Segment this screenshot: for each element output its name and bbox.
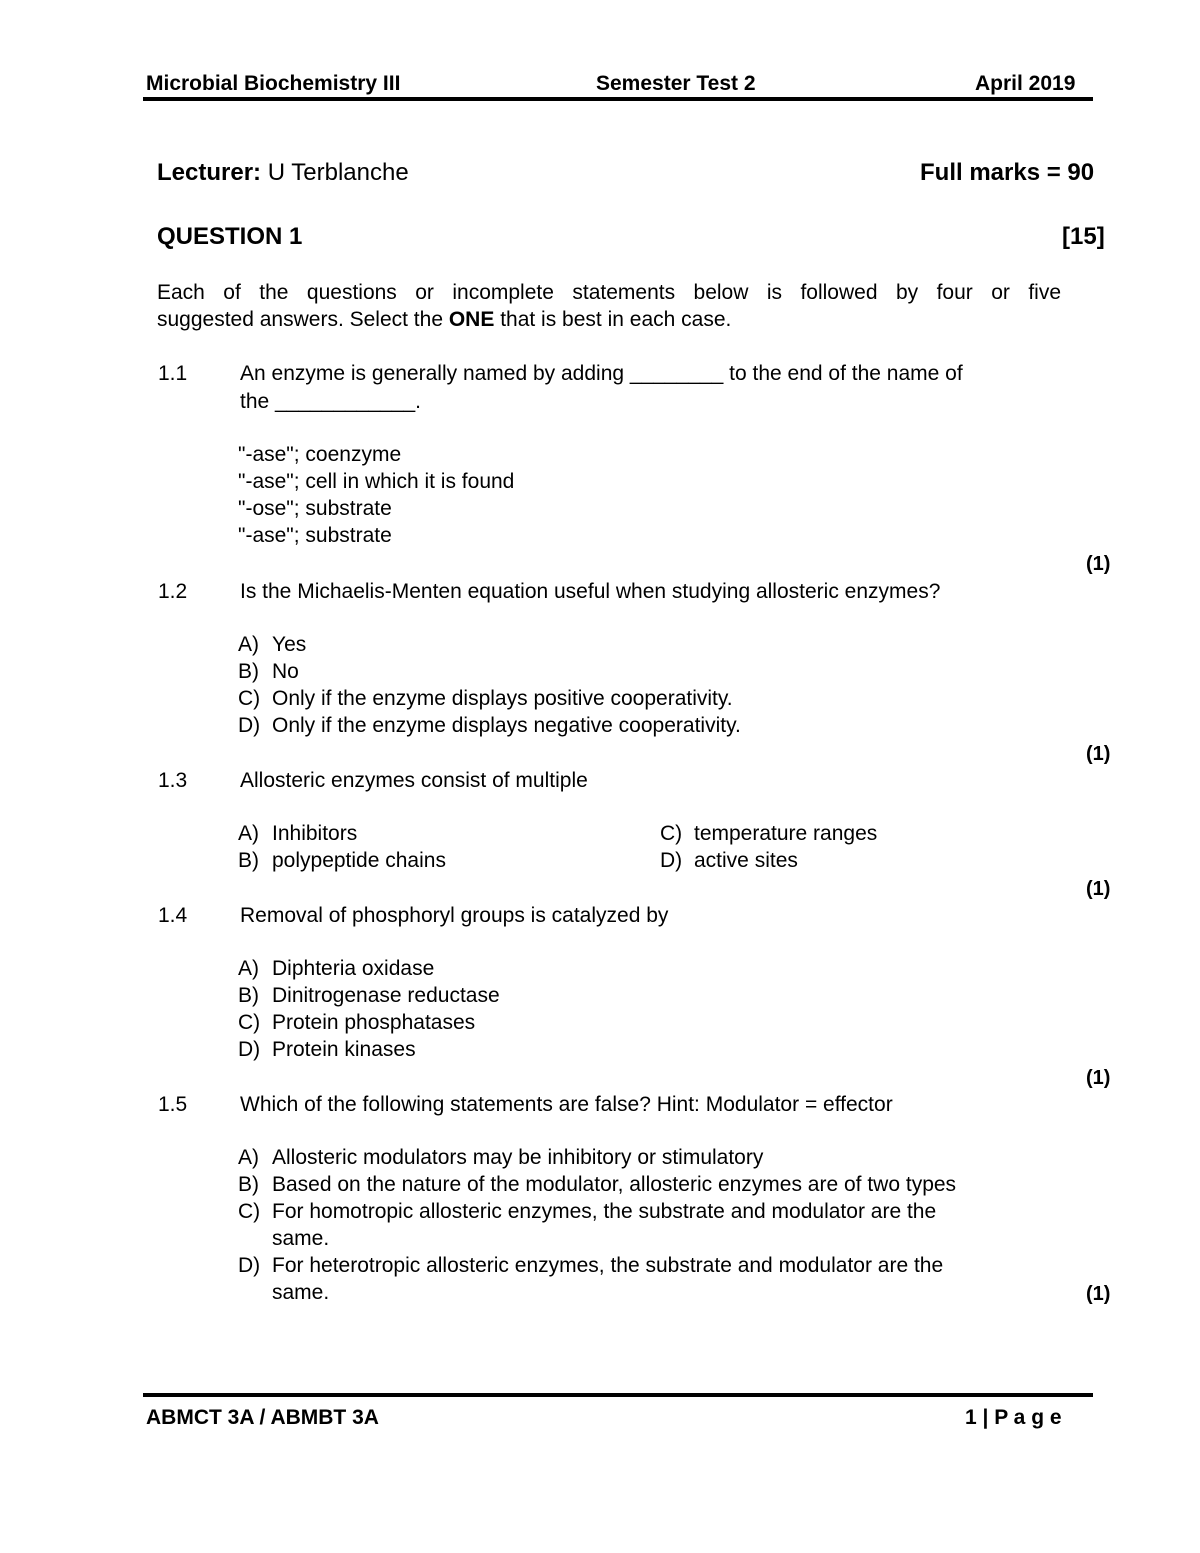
q4-text: Removal of phosphoryl groups is catalyzed by	[240, 904, 669, 927]
q5-text: Which of the following statements are false? Hint: Modulator = effector	[240, 1093, 893, 1116]
q4-option-c: C) Protein phosphatases	[238, 1011, 476, 1034]
q5-mark: (1)	[1086, 1283, 1111, 1305]
test-date: April 2019	[975, 72, 1076, 95]
q2-mark: (1)	[1086, 743, 1111, 765]
q5-option-c: C) For homotropic allosteric enzymes, the substrate and modulator are the	[238, 1200, 937, 1223]
header-rule	[143, 97, 1093, 101]
q4-number: 1.4	[158, 904, 188, 927]
q1-text-line-1: An enzyme is generally named by adding ________ to the end of the name of	[240, 362, 963, 385]
q1-option-a: "-ase"; coenzyme	[238, 443, 402, 466]
q3-number: 1.3	[158, 769, 188, 792]
question-title: QUESTION 1	[157, 223, 303, 250]
q3-mark: (1)	[1086, 878, 1111, 900]
q5-option-c-continued: same.	[272, 1227, 330, 1250]
q5-option-d-continued: same.	[272, 1281, 330, 1304]
course-code: ABMCT 3A / ABMBT 3A	[146, 1406, 379, 1429]
instruction-line-1: Each of the questions or incomplete statements below is followed by four or five	[157, 281, 1061, 304]
q4-option-d: D) Protein kinases	[238, 1038, 416, 1061]
footer-rule	[143, 1393, 1093, 1397]
page-number: 1 | P a g e	[965, 1406, 1062, 1429]
q3-text: Allosteric enzymes consist of multiple	[240, 769, 588, 792]
q1-mark: (1)	[1086, 553, 1111, 575]
question-total: [15]	[1062, 223, 1105, 250]
test-title: Semester Test 2	[596, 72, 756, 95]
q1-option-b: "-ase"; cell in which it is found	[238, 470, 515, 493]
q2-option-d: D) Only if the enzyme displays negative cooperativity.	[238, 714, 741, 737]
course-title: Microbial Biochemistry III	[146, 72, 401, 95]
q2-option-c: C) Only if the enzyme displays positive cooperativity.	[238, 687, 733, 710]
instruction-line-2: suggested answers. Select the ONE that is best in each case.	[157, 308, 732, 331]
q4-option-a: A) Diphteria oxidase	[238, 957, 435, 980]
q1-number: 1.1	[158, 362, 188, 385]
q3-option-c: C) temperature ranges	[660, 822, 878, 845]
q5-option-a: A) Allosteric modulators may be inhibitory or stimulatory	[238, 1146, 764, 1169]
q2-option-a: A) Yes	[238, 633, 307, 656]
full-marks: Full marks = 90	[920, 159, 1095, 186]
q1-option-d: "-ase"; substrate	[238, 524, 392, 547]
q4-mark: (1)	[1086, 1067, 1111, 1089]
q3-option-d: D) active sites	[660, 849, 798, 872]
q1-option-c: "-ose"; substrate	[238, 497, 392, 520]
q2-text: Is the Michaelis-Menten equation useful when studying allosteric enzymes?	[240, 580, 941, 603]
q4-option-b: B) Dinitrogenase reductase	[238, 984, 500, 1007]
lecturer-line: Lecturer: U Terblanche	[157, 159, 409, 186]
q3-option-a: A) Inhibitors	[238, 822, 358, 845]
q5-option-b: B) Based on the nature of the modulator, allosteric enzymes are of two types	[238, 1173, 957, 1196]
q5-number: 1.5	[158, 1093, 188, 1116]
q2-option-b: B) No	[238, 660, 299, 683]
q1-text-line-2: the ____________.	[240, 390, 422, 413]
q3-option-b: B) polypeptide chains	[238, 849, 446, 872]
q5-option-d: D) For heterotropic allosteric enzymes, the substrate and modulator are the	[238, 1254, 944, 1277]
q2-number: 1.2	[158, 580, 188, 603]
